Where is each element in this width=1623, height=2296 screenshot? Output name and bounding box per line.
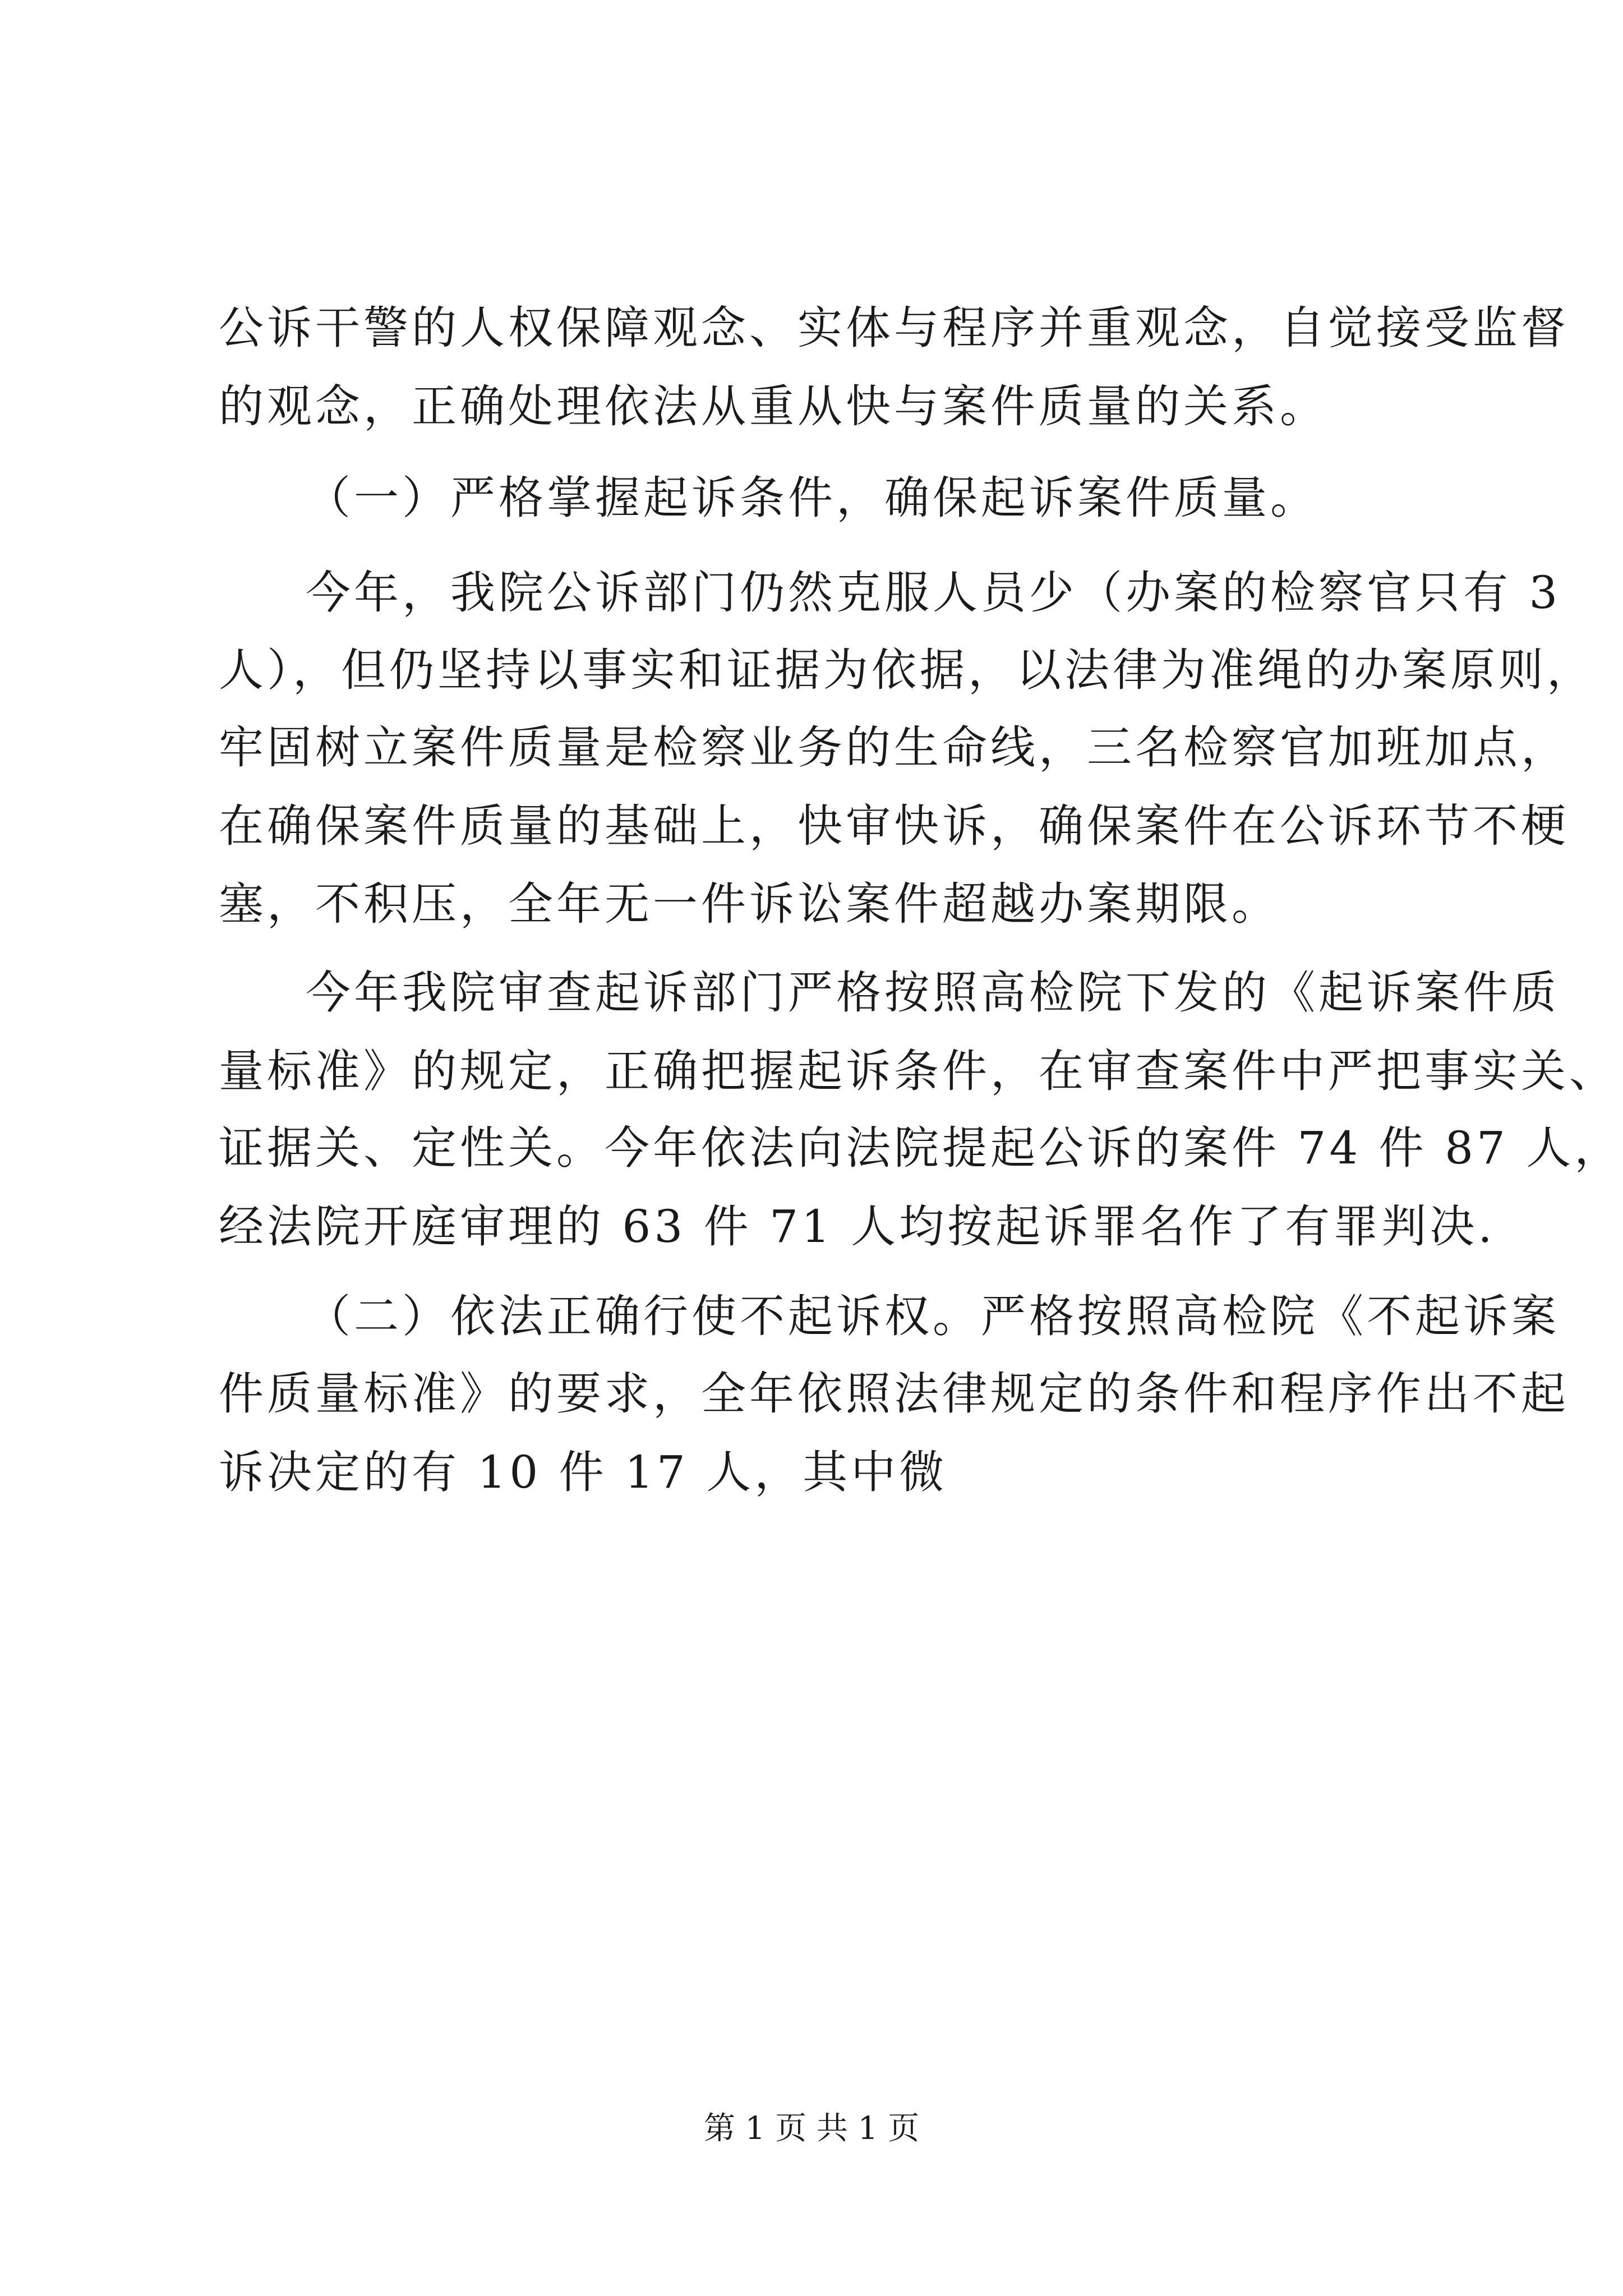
text-line-11: 证据关、定性关。今年依法向法院提起公诉的案件 74 件 87 人， bbox=[219, 1122, 1623, 1174]
page-footer: 第 1 页 共 1 页 bbox=[703, 2110, 920, 2147]
text-line-2: 的观念，正确处理依法从重从快与案件质量的关系。 bbox=[219, 380, 1328, 432]
text-line-7: 在确保案件质量的基础上，快审快诉，确保案件在公诉环节不梗 bbox=[219, 800, 1569, 852]
text-line-14: 件质量标准》的要求，全年依照法律规定的条件和程序作出不起 bbox=[219, 1368, 1569, 1420]
text-line-4: 今年，我院公诉部门仍然克服人员少（办案的检察官只有 3 bbox=[306, 567, 1561, 619]
text-line-12: 经法院开庭审理的 63 件 71 人均按起诉罪名作了有罪判决. bbox=[219, 1200, 1496, 1253]
section-heading-2: （二）依法正确行使不起诉权。严格按照高检院《不起诉案 bbox=[306, 1290, 1560, 1342]
text-line-15: 诉决定的有 10 件 17 人，其中微 bbox=[219, 1446, 948, 1498]
text-line-1: 公诉干警的人权保障观念、实体与程序并重观念，自觉接受监督 bbox=[219, 302, 1569, 354]
text-line-9: 今年我院审查起诉部门严格按照高检院下发的《起诉案件质 bbox=[306, 967, 1560, 1019]
section-heading-1: （一）严格掌握起诉条件，确保起诉案件质量。 bbox=[306, 472, 1318, 524]
text-line-6: 牢固树立案件质量是检察业务的生命线，三名检察官加班加点， bbox=[219, 721, 1569, 774]
text-line-10: 量标准》的规定，正确把握起诉条件，在审查案件中严把事实关、 bbox=[219, 1045, 1617, 1097]
text-line-5: 人），但仍坚持以事实和证据为依据，以法律为准绳的办案原则， bbox=[219, 644, 1595, 696]
text-line-8: 塞，不积压，全年无一件诉讼案件超越办案期限。 bbox=[219, 878, 1280, 930]
